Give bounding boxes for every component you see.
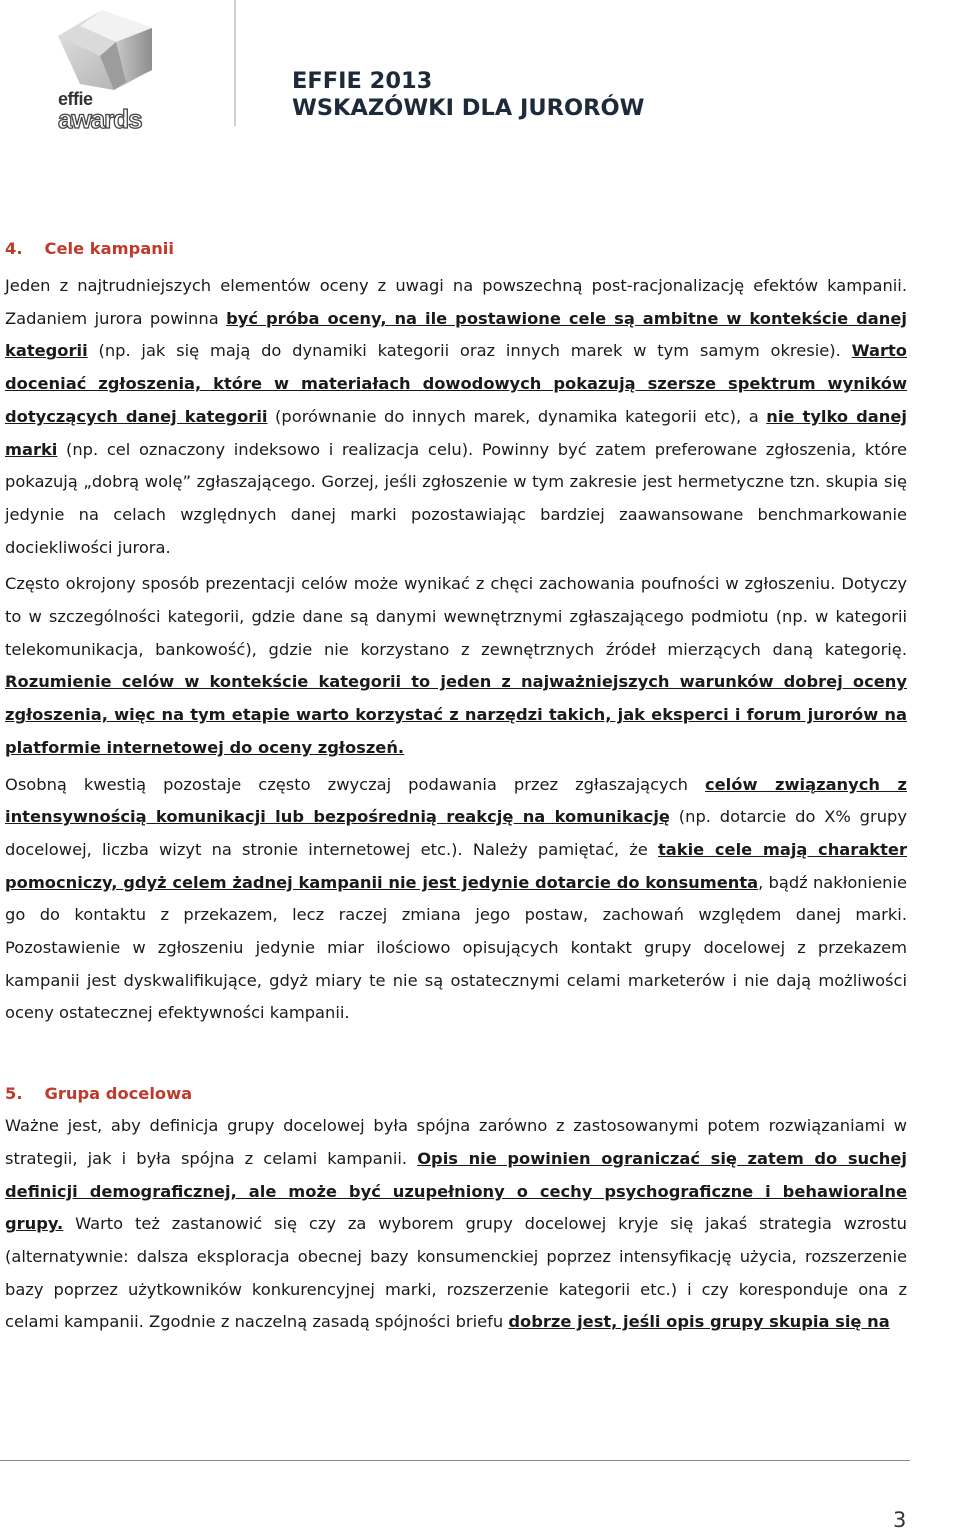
document-header-title <box>292 68 644 122</box>
header-title-line-1: EFFIE 2013 <box>292 68 433 94</box>
document-body <box>5 234 907 1339</box>
text-run: Warto też zastanowić się czy za wyborem grupy docelowej kryje się jakaś strategia wzrostu (alternatywnie: dalsza eksploracja obecnej bazy konsumenckiej poprzez intensyfikację użycia, rozszerzenie bazy poprzez użytkowników konkurencyjnej marki, rozszerzenie kategorii etc.) i czy koresponduje ona z celami kampanii. Zgodnie z naczelną zasadą spójności briefu <box>5 1214 907 1332</box>
footer-divider <box>0 1460 910 1461</box>
page-number: 3 <box>893 1508 907 1532</box>
text-run: (np. cel oznaczony indeksowo i realizacja celu). Powinny być zatem preferowane zgłoszenia, które pokazują „dobrą wolę” zgłaszającego. Gorzej, jeśli zgłoszenie w tym zakresie jest hermetyczne tzn. skupia się jedynie na celach względnych danej marki pozostawiając bardziej zaawansowane benchmarkowanie dociekliwości jurora. <box>5 439 907 557</box>
emphasized-text: nie tylko danej marki <box>5 406 907 459</box>
text-run: (np. jak się mają do dynamiki kategorii oraz innych marek w tym samym okresie). <box>87 341 852 361</box>
text-run: Często okrojony sposób prezentacji celów może wynikać z chęci zachowania poufności w zgłoszeniu. Dotyczy to w szczególności kategorii, gdzie dane są danymi wewnętrznymi zgłaszającego podmiotu (np. w kategorii telekomunikacja, bankowość), gdzie nie korzystano z zewnętrznych źródeł mierzących daną kategorię. <box>5 574 907 659</box>
logo-text-awards: awards <box>58 104 142 134</box>
text-run: (np. dotarcie do X% grupy docelowej, liczba wizyt na stronie internetowej etc.). Należy pamiętać, że <box>5 807 907 859</box>
text-run: Ważne jest, aby definicja grupy docelowej była spójna zarówno z zastosowanymi potem rozwiązaniami w strategii, jak i była spójna z celami kampanii. <box>5 1116 907 1168</box>
logo-wordmark <box>58 89 142 134</box>
header-title-line-2: WSKAZÓWKI DLA JURORÓW <box>292 95 645 121</box>
text-run: Osobną kwestią pozostaje często zwyczaj podawania przez zgłaszających <box>5 774 705 794</box>
paragraph <box>5 270 907 564</box>
text-run: , bądź nakłonienie go do kontaktu z przekazem, lecz raczej zmiana jego postaw, zachowań względem danej marki. Pozostawienie w zgłoszeniu jedynie miar ilościowo opisujących kontakt grupy docelowej z przekazem kampanii jest dyskwalifikujące, gdyż miary te nie są ostatecznymi celami marketerów i nie dają możliwości oceny ostatecznej efektywności kampanii. <box>5 872 907 1023</box>
emphasized-text: Opis nie powinien ograniczać się zatem do suchej definicji demograficznej, ale może być uzupełniony o cechy psychograficzne i behawioralne grupy. <box>5 1148 907 1234</box>
section-title: Cele kampanii <box>44 239 174 258</box>
section-number: 5. <box>5 1084 23 1104</box>
header-divider <box>234 0 236 126</box>
emphasized-text: Rozumienie celów w kontekście kategorii to jeden z najważniejszych warunków dobrej oceny zgłoszenia, więc na tym etapie warto korzystać z narzędzi takich, jak eksperci i forum jurorów na platformie internetowej do oceny zgłoszeń. <box>5 672 907 757</box>
emphasized-text: takie cele mają charakter pomocniczy, gdyż celem żadnej kampanii nie jest jedynie dotarcie do konsumenta <box>5 839 907 892</box>
emphasized-text: Warto doceniać zgłoszenia, które w materiałach dowodowych pokazują szersze spektrum wyników dotyczących danej kategorii <box>5 341 907 426</box>
section-4-heading <box>5 234 907 270</box>
effie-awards-logo <box>40 6 170 134</box>
paragraph <box>5 568 907 764</box>
logo-text-effie: effie <box>58 89 93 109</box>
section-number: 4. <box>5 239 23 258</box>
section-title: Grupa docelowa <box>44 1084 193 1104</box>
emphasized-text: być próba oceny, na ile postawione cele są ambitne w kontekście danej kategorii <box>5 308 907 361</box>
text-run: Jeden z najtrudniejszych elementów oceny z uwagi na powszechną post-racjonalizację efektów kampanii. Zadaniem jurora powinna <box>5 276 907 328</box>
paragraph <box>5 1110 907 1339</box>
section-5-heading <box>5 1074 907 1110</box>
emphasized-text: dobrze jest, jeśli opis grupy skupia się na <box>508 1312 890 1332</box>
paragraph <box>5 769 907 1031</box>
emphasized-text: celów związanych z intensywnością komunikacji lub bezpośrednią reakcję na komunikację <box>5 774 907 827</box>
text-run: (porównanie do innych marek, dynamika kategorii etc), a <box>267 406 767 426</box>
